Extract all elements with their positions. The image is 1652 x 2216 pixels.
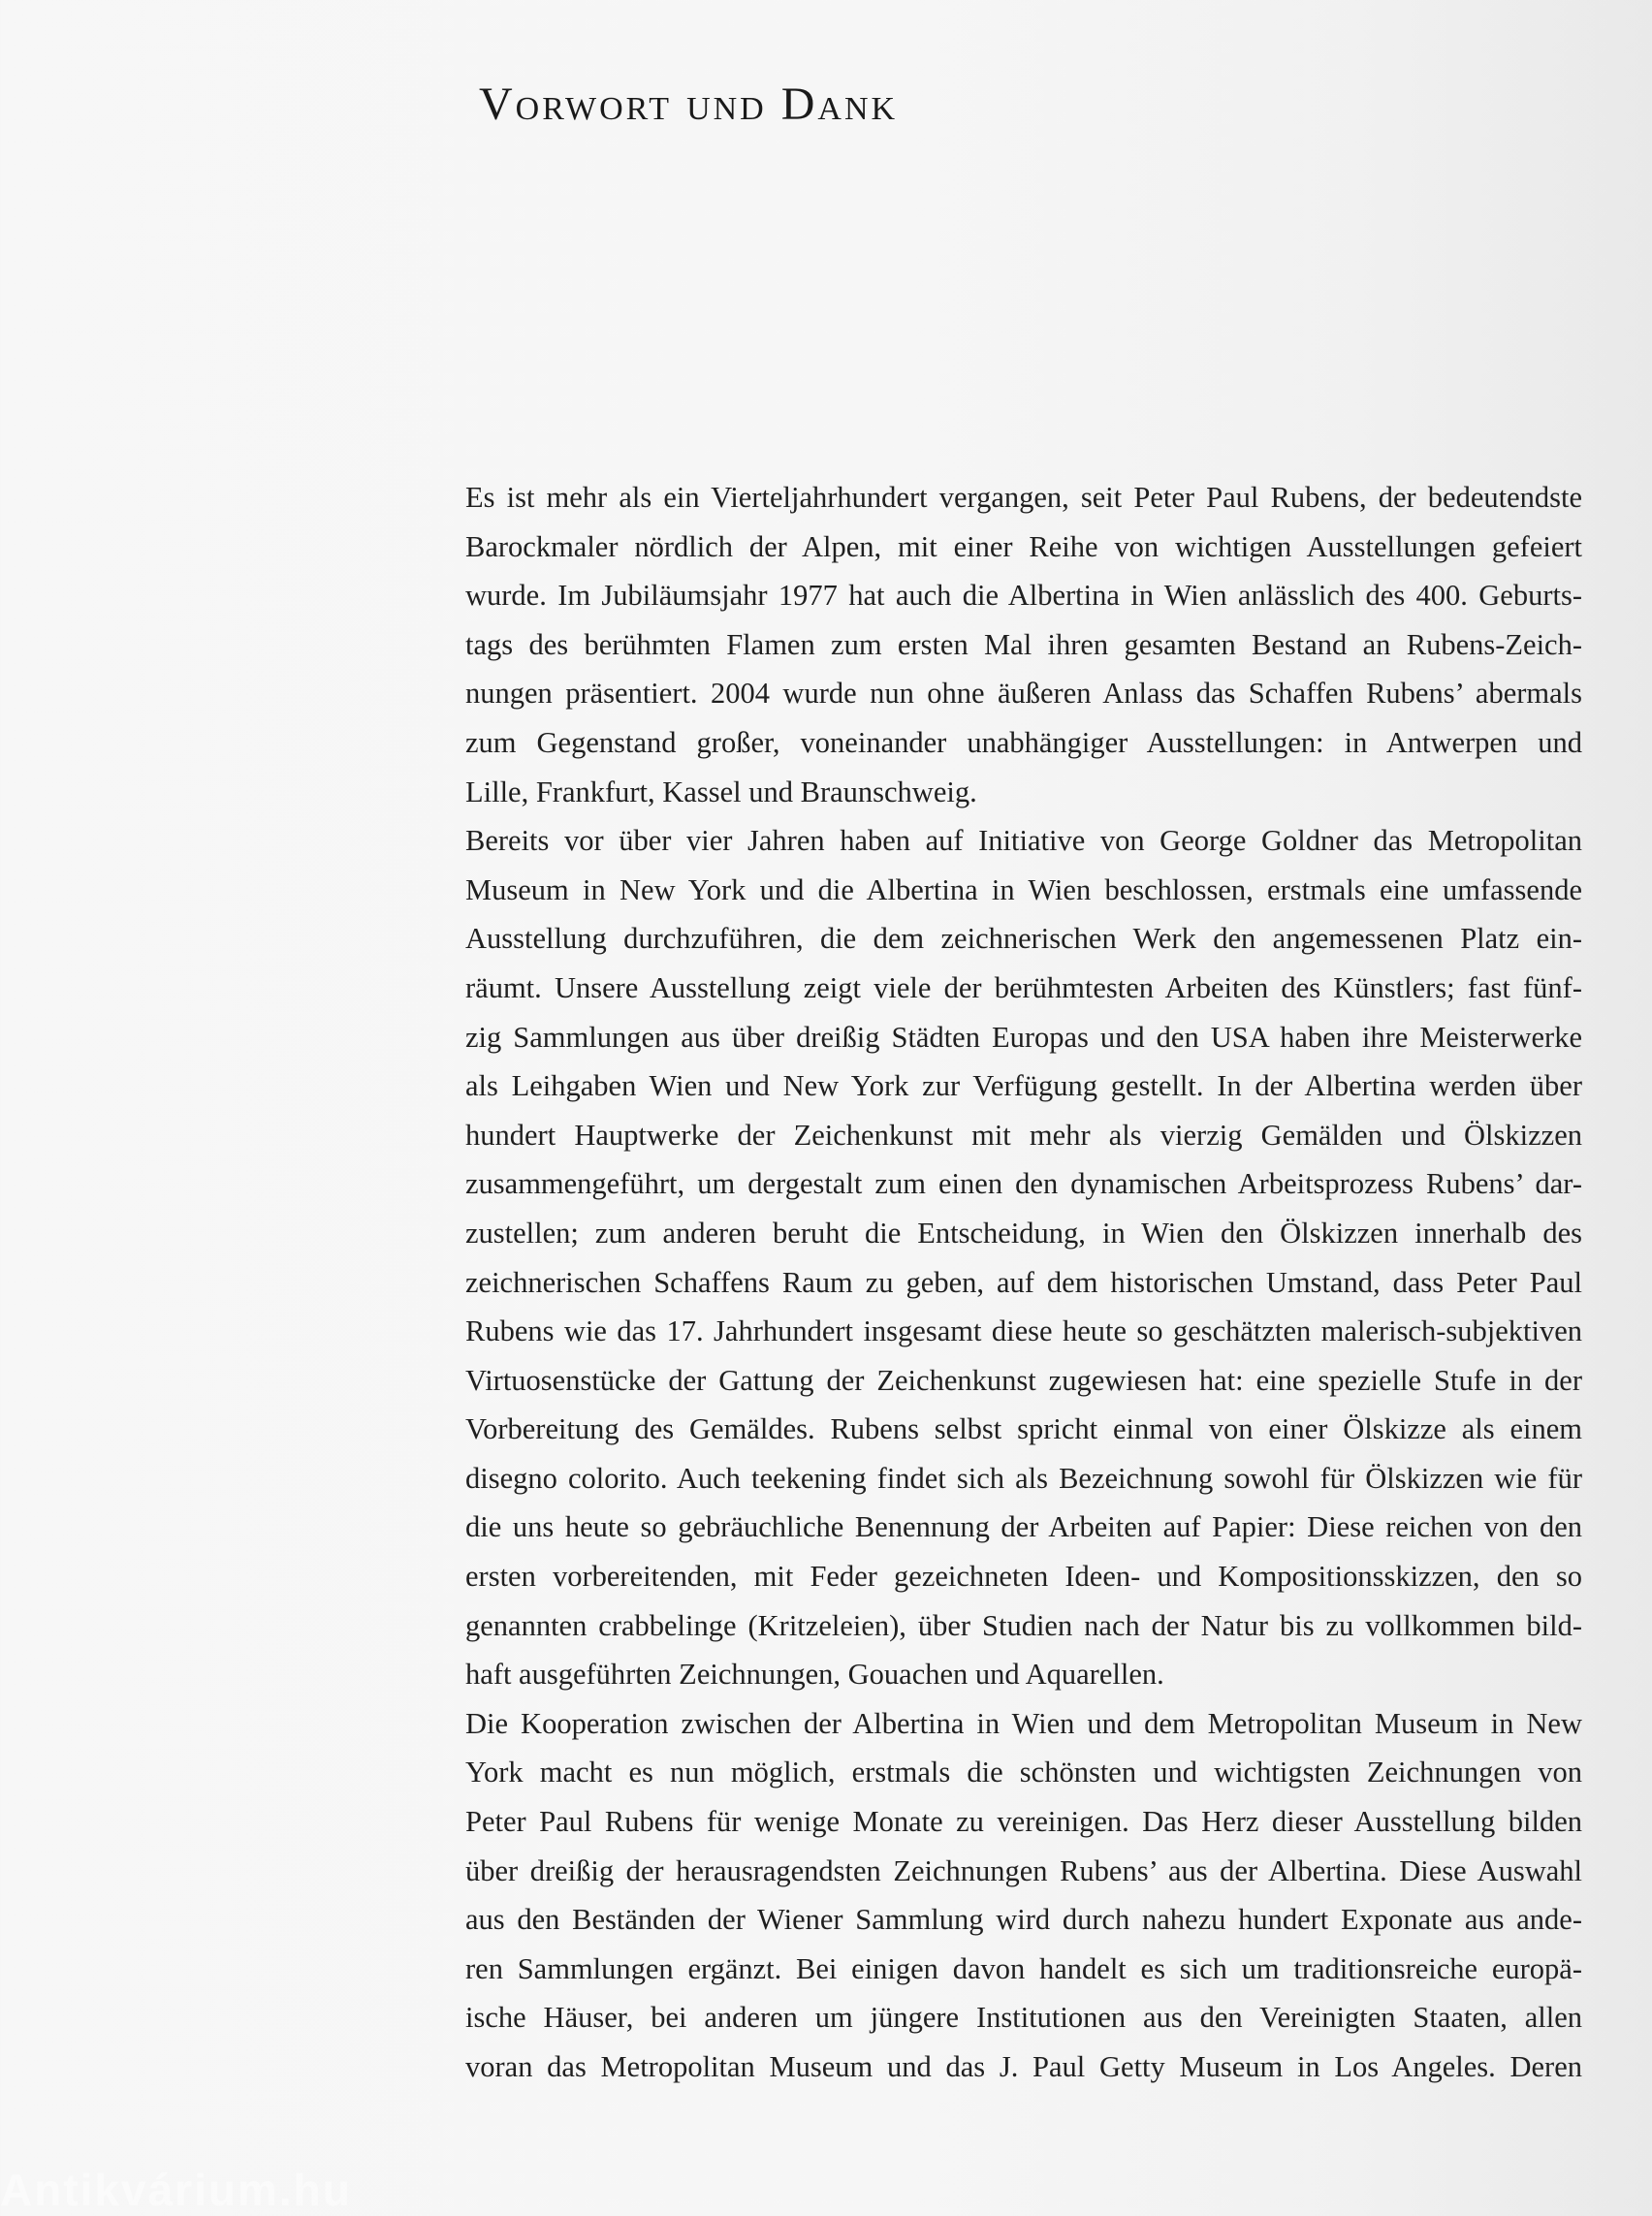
text-line: Lille, Frankfurt, Kassel und Braunschweig. bbox=[465, 775, 977, 808]
text-line: Bereits vor über vier Jahren haben auf Initiative von George Goldner das Metropolitan bbox=[465, 824, 1582, 858]
text-line: zig Sammlungen aus über dreißig Städten Europas und den USA haben ihre Meisterwerke bbox=[465, 1020, 1582, 1054]
text-line: Barockmaler nördlich der Alpen, mit einer Reihe von wichtigen Ausstellungen gefeiert bbox=[465, 529, 1582, 563]
text-line: aus den Beständen der Wiener Sammlung wird durch nahezu hundert Exponate aus ande- bbox=[465, 1903, 1582, 1937]
paragraph-1 bbox=[465, 473, 1582, 816]
text-line: Die Kooperation zwischen der Albertina in Wien und dem Metropolitan Museum in New bbox=[465, 1706, 1582, 1740]
text-line: hundert Hauptwerke der Zeichenkunst mit mehr als vierzig Gemälden und Ölskizzen bbox=[465, 1118, 1582, 1152]
text-line: die uns heute so gebräuchliche Benennung der Arbeiten auf Papier: Diese reichen von den bbox=[465, 1510, 1582, 1544]
text-line: nungen präsentiert. 2004 wurde nun ohne äußeren Anlass das Schaffen Rubens’ abermals bbox=[465, 677, 1582, 711]
text-line: York macht es nun möglich, erstmals die schönsten und wichtigsten Zeichnungen von bbox=[465, 1756, 1582, 1789]
text-line: räumt. Unsere Ausstellung zeigt viele der berühmtesten Arbeiten des Künstlers; fast fünf- bbox=[465, 970, 1582, 1004]
text-line: haft ausgeführten Zeichnungen, Gouachen und Aquarellen. bbox=[465, 1658, 1164, 1692]
text-line: genannten crabbelinge (Kritzeleien), über Studien nach der Natur bis zu vollkommen bild- bbox=[465, 1608, 1582, 1642]
paragraph-3 bbox=[465, 1699, 1582, 2092]
text-line: wurde. Im Jubiläumsjahr 1977 hat auch die Albertina in Wien anlässlich des 400. Geburts- bbox=[465, 579, 1582, 613]
text-line: Virtuosenstücke der Gattung der Zeichenkunst zugewiesen hat: eine spezielle Stufe in der bbox=[465, 1363, 1582, 1397]
text-line: Ausstellung durchzuführen, die dem zeichnerischen Werk den angemessenen Platz ein- bbox=[465, 922, 1582, 956]
text-line: Es ist mehr als ein Vierteljahrhundert vergangen, seit Peter Paul Rubens, der bedeutendste bbox=[465, 481, 1582, 514]
page-heading: Vorwort und Dank bbox=[479, 79, 899, 130]
watermark-text: Antikvárium.hu bbox=[0, 2165, 352, 2215]
text-line: voran das Metropolitan Museum und das J. Paul Getty Museum in Los Angeles. Deren bbox=[465, 2050, 1582, 2083]
text-line: ren Sammlungen ergänzt. Bei einigen davon handelt es sich um traditionsreiche europä- bbox=[465, 1951, 1582, 1985]
text-line: zustellen; zum anderen beruht die Entscheidung, in Wien den Ölskizzen innerhalb des bbox=[465, 1216, 1582, 1250]
text-line: Vorbereitung des Gemäldes. Rubens selbst spricht einmal von einer Ölskizze als einem bbox=[465, 1412, 1582, 1446]
text-line: zeichnerischen Schaffens Raum zu geben, auf dem historischen Umstand, dass Peter Paul bbox=[465, 1265, 1582, 1299]
text-line: ische Häuser, bei anderen um jüngere Institutionen aus den Vereinigten Staaten, allen bbox=[465, 2001, 1582, 2035]
text-line: als Leihgaben Wien und New York zur Verfügung gestellt. In der Albertina werden über bbox=[465, 1069, 1582, 1103]
text-line: ersten vorbereitenden, mit Feder gezeichneten Ideen- und Kompositionsskizzen, den so bbox=[465, 1560, 1582, 1594]
text-line: zum Gegenstand großer, voneinander unabhängiger Ausstellungen: in Antwerpen und bbox=[465, 725, 1582, 759]
text-line: tags des berühmten Flamen zum ersten Mal ihren gesamten Bestand an Rubens-Zeich- bbox=[465, 627, 1582, 661]
text-line: über dreißig der herausragendsten Zeichnungen Rubens’ aus der Albertina. Diese Auswahl bbox=[465, 1853, 1582, 1887]
text-line: disegno colorito. Auch teekening findet sich als Bezeichnung sowohl für Ölskizzen wie für bbox=[465, 1461, 1582, 1495]
text-line: Museum in New York und die Albertina in Wien beschlossen, erstmals eine umfassende bbox=[465, 872, 1582, 906]
body-text bbox=[465, 473, 1582, 2092]
text-line: Rubens wie das 17. Jahrhundert insgesamt diese heute so geschätzten malerisch-subjektiven bbox=[465, 1314, 1582, 1348]
text-line: zusammengeführt, um dergestalt zum einen den dynamischen Arbeitsprozess Rubens’ dar- bbox=[465, 1167, 1582, 1201]
paragraph-2 bbox=[465, 816, 1582, 1699]
text-line: Peter Paul Rubens für wenige Monate zu vereinigen. Das Herz dieser Ausstellung bilden bbox=[465, 1805, 1582, 1839]
